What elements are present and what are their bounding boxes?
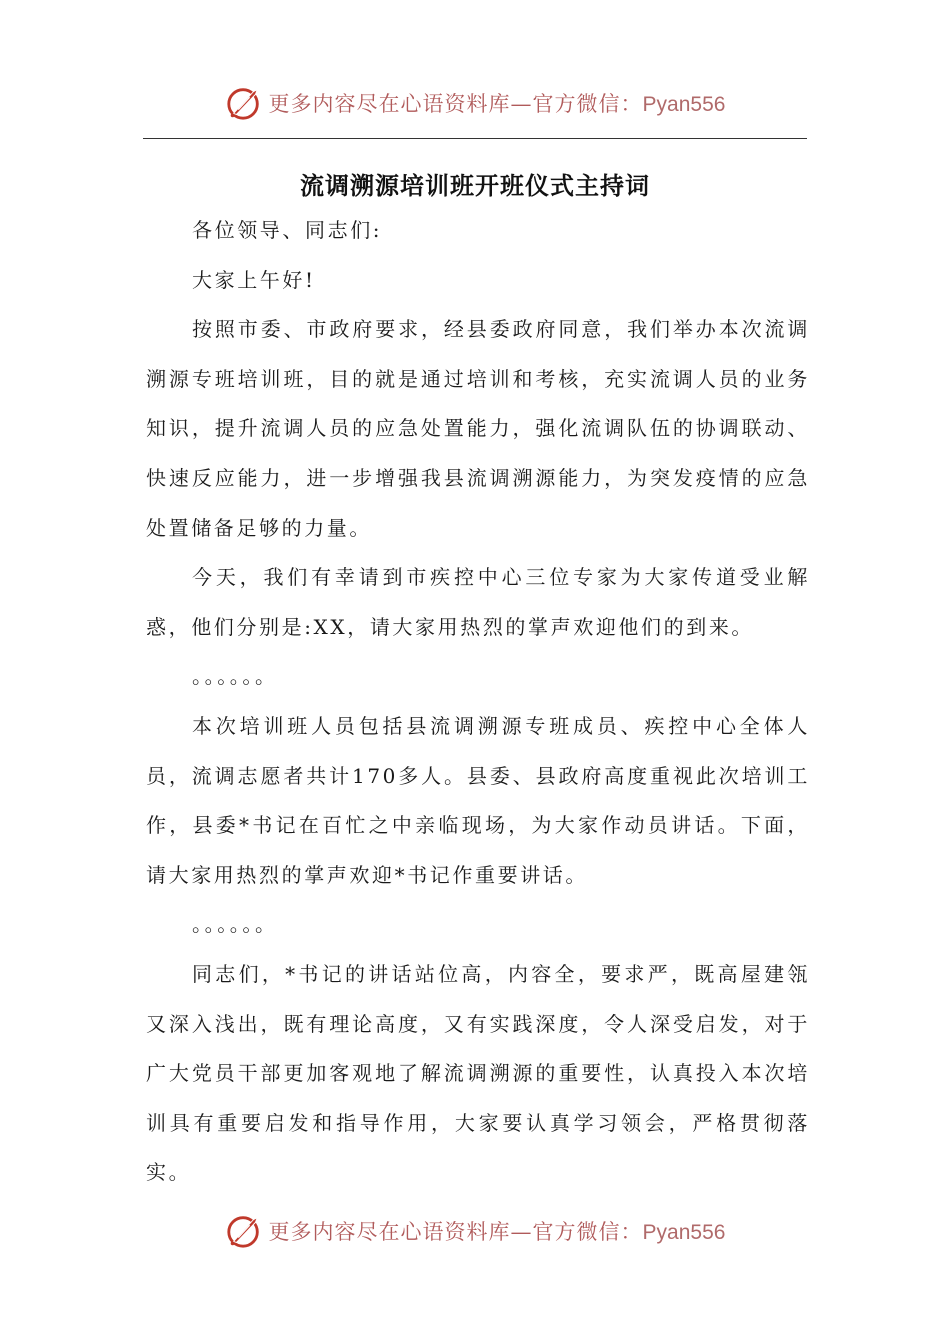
footer-banner — [0, 1206, 950, 1256]
paragraph-purpose: 按照市委、市政府要求，经县委政府同意，我们举办本次流调溯源专班培训班，目的就是通过培训和考核，充实流调人员的业务知识，提升流调人员的应急处置能力，强化流调队伍的协调联动、快速反应能力，进一步增强我县流调溯源能力，为突发疫情的应急处置储备足够的力量。 — [146, 317, 810, 540]
header-banner — [0, 78, 950, 128]
banner-slogan-text: 更多内容尽在心语资料库—官方微信： — [268, 92, 643, 116]
wechat-id: Pyan556 — [642, 93, 726, 116]
quill-pen-logo-icon — [225, 84, 263, 122]
banner-slogan — [269, 1216, 726, 1246]
paragraph-ellipsis-2: 。。。。。。 — [192, 912, 278, 937]
paragraph-greeting: 大家上午好! — [192, 267, 316, 292]
banner-slogan-text: 更多内容尽在心语资料库—官方微信： — [268, 1220, 643, 1244]
paragraph-closing: 同志们，*书记的讲话站位高，内容全，要求严，既高屋建瓴又深入浅出，既有理论高度，又有实践深度，令人深受启发，对于广大党员干部更加客观地了解流调溯源的重要性，认真投入本次培训具有重要启发和指导作用，大家要认真学习领会，严格贯彻落实。 — [146, 961, 810, 1185]
document-body — [146, 206, 810, 1198]
paragraph-ellipsis-1: 。。。。。。 — [192, 664, 278, 689]
paragraph-salutation: 各位领导、同志们: — [192, 218, 383, 242]
header-divider — [143, 138, 807, 139]
wechat-id: Pyan556 — [642, 1221, 726, 1244]
paragraph-participants: 本次培训班人员包括县流调溯源专班成员、疾控中心全体人员，流调志愿者共计170多人。县委、县政府高度重视此次培训工作，县委*书记在百忙之中亲临现场，为大家作动员讲话。下面，请大家用热烈的掌声欢迎*书记作重要讲话。 — [146, 713, 810, 887]
quill-pen-logo-icon — [225, 1212, 263, 1250]
page-title: 流调溯源培训班开班仪式主持词 — [300, 172, 650, 200]
banner-slogan — [269, 88, 726, 118]
paragraph-experts: 今天，我们有幸请到市疾控中心三位专家为大家传道受业解惑，他们分别是:XX，请大家用热烈的掌声欢迎他们的到来。 — [146, 565, 810, 639]
